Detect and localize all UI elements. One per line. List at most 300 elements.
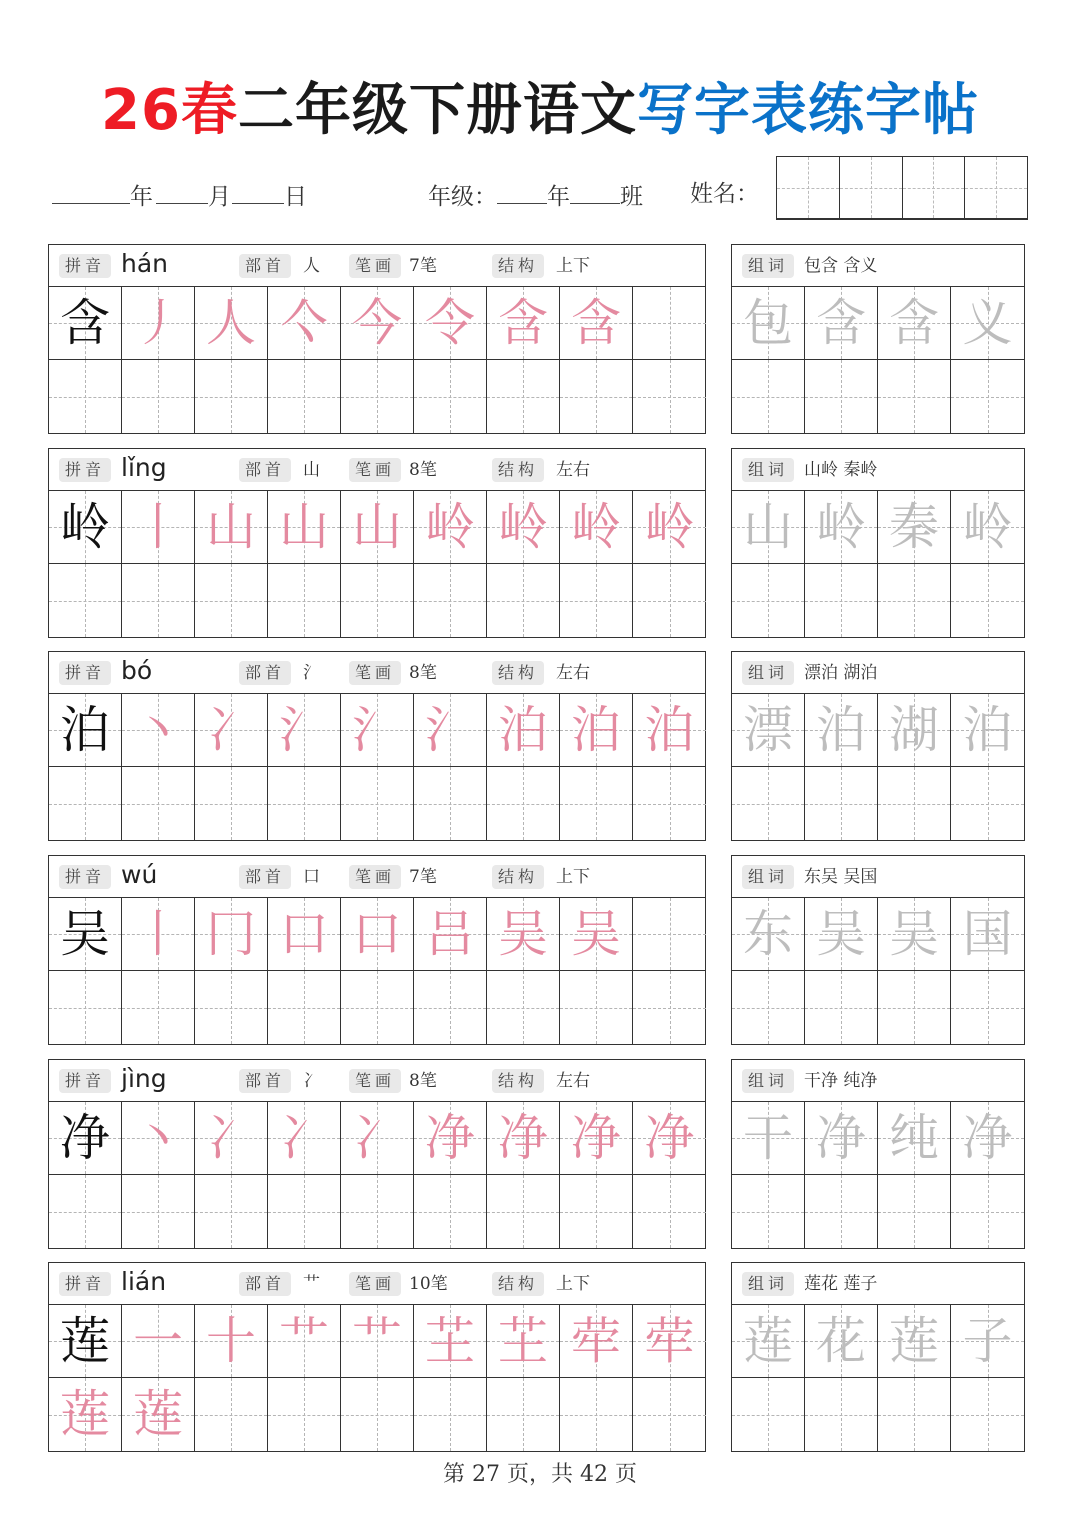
tian-grid-cell[interactable] <box>49 564 122 637</box>
tian-grid-cell[interactable] <box>732 1305 805 1378</box>
tian-grid-cell[interactable] <box>49 694 122 767</box>
stroke-step-glyph: 十 <box>206 1312 256 1370</box>
stroke-step-glyph: 净 <box>571 1109 621 1167</box>
stroke-step-character <box>487 898 559 970</box>
tian-grid-cell[interactable] <box>951 898 1024 971</box>
tian-grid-cell[interactable] <box>49 971 122 1044</box>
word-writing-grid <box>732 1305 1024 1451</box>
tian-grid-cell[interactable] <box>487 360 560 433</box>
radical-tag: 部首 <box>239 865 291 889</box>
trace-character: 净 <box>816 1109 866 1167</box>
radical-value: 口 <box>303 867 320 887</box>
character-practice-block <box>48 1059 1025 1249</box>
trace-character: 莲 <box>889 1312 939 1370</box>
tian-grid-cell[interactable] <box>487 971 560 1044</box>
tian-grid-cell[interactable] <box>122 767 195 840</box>
stroke-step-glyph: 氵 <box>279 701 329 759</box>
tian-grid-cell[interactable] <box>805 1378 878 1451</box>
trace-character: 义 <box>962 294 1013 352</box>
tian-grid-cell[interactable] <box>805 694 878 767</box>
tian-grid-cell[interactable] <box>487 1102 560 1175</box>
tian-grid-cell[interactable] <box>732 971 805 1044</box>
tian-grid-cell[interactable] <box>878 1175 951 1248</box>
stroke-step-glyph: 丶 <box>133 701 183 759</box>
tian-grid-cell[interactable] <box>195 694 268 767</box>
tian-grid-cell[interactable] <box>487 564 560 637</box>
tian-grid-cell[interactable] <box>878 694 951 767</box>
tian-grid-cell[interactable] <box>414 491 487 564</box>
stroke-step-character <box>487 491 559 563</box>
tian-grid-cell[interactable] <box>487 1175 560 1248</box>
tian-grid-cell[interactable] <box>341 360 414 433</box>
tian-grid-cell[interactable] <box>49 898 122 971</box>
name-cell[interactable] <box>903 157 966 219</box>
tian-grid-cell[interactable] <box>341 1305 414 1378</box>
tian-grid-cell[interactable] <box>805 898 878 971</box>
tian-grid-cell[interactable] <box>560 491 633 564</box>
word-practice-panel <box>731 1262 1025 1452</box>
tian-grid-cell[interactable] <box>732 1102 805 1175</box>
stroke-step-glyph: 氵 <box>425 701 475 759</box>
tian-grid-cell[interactable] <box>878 1305 951 1378</box>
stroke-step-glyph: 净 <box>644 1109 695 1167</box>
stroke-step-character <box>268 898 340 970</box>
stroke-step-glyph: 莲 <box>60 1385 110 1443</box>
stroke-step-glyph: 口 <box>352 905 402 963</box>
structure-tag: 结构 <box>492 865 544 889</box>
tian-grid-cell[interactable] <box>268 898 341 971</box>
tian-grid-cell[interactable] <box>732 1378 805 1451</box>
tian-grid-cell[interactable] <box>560 767 633 840</box>
strokes-tag: 笔画 <box>349 458 401 482</box>
strokes-value: 7笔 <box>409 867 437 887</box>
tian-grid-cell[interactable] <box>560 971 633 1044</box>
month-blank[interactable] <box>156 176 208 204</box>
character-practice-block <box>48 448 1025 638</box>
tian-grid-cell[interactable] <box>414 360 487 433</box>
trace-character: 泊 <box>816 701 866 759</box>
tian-grid-cell[interactable] <box>268 491 341 564</box>
tian-grid-cell[interactable] <box>633 898 706 971</box>
tian-grid-cell[interactable] <box>633 1102 706 1175</box>
grade-year-label: 年 <box>547 184 570 210</box>
stroke-step-character <box>560 1305 632 1377</box>
tian-grid-cell[interactable] <box>268 564 341 637</box>
stroke-step-character <box>122 1305 194 1377</box>
stroke-step-glyph: 冫 <box>206 701 256 759</box>
tian-grid-cell[interactable] <box>195 287 268 360</box>
name-cell[interactable] <box>777 157 840 219</box>
tian-grid-cell[interactable] <box>732 767 805 840</box>
tian-grid-cell[interactable] <box>633 360 706 433</box>
words-value: 包含 含义 <box>804 256 878 276</box>
stroke-step-character <box>487 694 559 766</box>
structure-value: 上下 <box>556 256 590 276</box>
month-label: 月 <box>208 184 231 210</box>
trace-character: 莲 <box>743 1312 793 1370</box>
character-practice-block <box>48 244 1025 434</box>
stroke-step-glyph: 泊 <box>644 701 695 759</box>
tian-grid-cell[interactable] <box>195 767 268 840</box>
tian-grid-cell[interactable] <box>268 694 341 767</box>
stroke-step-character <box>414 898 486 970</box>
words-tag: 组词 <box>742 458 794 482</box>
tian-grid-cell[interactable] <box>195 1102 268 1175</box>
trace-character: 国 <box>962 905 1013 963</box>
tian-grid-cell[interactable] <box>878 1102 951 1175</box>
tian-grid-cell[interactable] <box>49 287 122 360</box>
tian-grid-cell[interactable] <box>122 1175 195 1248</box>
tian-grid-cell[interactable] <box>122 898 195 971</box>
tian-grid-cell[interactable] <box>414 1378 487 1451</box>
stroke-step-glyph: 泊 <box>498 701 548 759</box>
tian-grid-cell[interactable] <box>951 767 1024 840</box>
structure-tag: 结构 <box>492 661 544 685</box>
word-writing-grid <box>732 694 1024 840</box>
tian-grid-cell[interactable] <box>633 491 706 564</box>
tian-grid-cell[interactable] <box>732 287 805 360</box>
tian-grid-cell[interactable] <box>414 1102 487 1175</box>
tian-grid-cell[interactable] <box>341 1378 414 1451</box>
page-footer: 第 27 页，共 42 页 <box>443 1462 637 1487</box>
word-writing-grid <box>732 898 1024 1044</box>
stroke-step-character <box>122 898 194 970</box>
tian-grid-cell[interactable] <box>195 971 268 1044</box>
trace-character: 湖 <box>889 701 939 759</box>
tian-grid-cell[interactable] <box>49 360 122 433</box>
tian-grid-cell[interactable] <box>122 971 195 1044</box>
tian-grid-cell[interactable] <box>560 898 633 971</box>
tian-grid-cell[interactable] <box>951 694 1024 767</box>
tian-grid-cell[interactable] <box>122 694 195 767</box>
grade-label: 年级： <box>428 184 497 210</box>
pinyin-tag: 拼音 <box>59 661 111 685</box>
stroke-step-glyph: 丨 <box>133 498 183 556</box>
tian-grid-cell[interactable] <box>487 1378 560 1451</box>
tian-grid-cell[interactable] <box>560 287 633 360</box>
tian-grid-cell[interactable] <box>268 1175 341 1248</box>
stroke-order-panel <box>48 855 706 1045</box>
tian-grid-cell[interactable] <box>122 491 195 564</box>
stroke-order-panel <box>48 1262 706 1452</box>
tian-grid-cell[interactable] <box>341 971 414 1044</box>
tian-grid-cell[interactable] <box>633 767 706 840</box>
stroke-step-glyph: 山 <box>206 498 256 556</box>
strokes-value: 10笔 <box>409 1274 448 1294</box>
tian-grid-cell[interactable] <box>414 564 487 637</box>
tian-grid-cell[interactable] <box>195 564 268 637</box>
tian-grid-cell[interactable] <box>951 1305 1024 1378</box>
model-character: 净 <box>60 1109 110 1167</box>
tian-grid-cell[interactable] <box>878 491 951 564</box>
stroke-step-character <box>633 694 706 766</box>
tian-grid-cell[interactable] <box>805 360 878 433</box>
structure-value: 左右 <box>556 460 590 480</box>
tian-grid-cell[interactable] <box>633 1378 706 1451</box>
character-info-bar <box>49 1263 705 1305</box>
radical-value: 山 <box>303 460 320 480</box>
tian-grid-cell[interactable] <box>633 287 706 360</box>
tian-grid-cell[interactable] <box>122 1102 195 1175</box>
stroke-step-character <box>560 1102 632 1174</box>
tian-grid-cell[interactable] <box>49 767 122 840</box>
tian-grid-cell[interactable] <box>487 898 560 971</box>
tian-grid-cell[interactable] <box>122 360 195 433</box>
tian-grid-cell[interactable] <box>805 1305 878 1378</box>
tian-grid-cell[interactable] <box>951 1102 1024 1175</box>
stroke-step-glyph: 冫 <box>279 1109 329 1167</box>
stroke-step-glyph: 含 <box>571 294 621 352</box>
tian-grid-cell[interactable] <box>633 694 706 767</box>
tian-grid-cell[interactable] <box>560 564 633 637</box>
stroke-step-character <box>414 1102 486 1174</box>
model-character: 莲 <box>60 1312 110 1370</box>
character-practice-block <box>48 855 1025 1045</box>
tian-grid-cell[interactable] <box>414 694 487 767</box>
tian-grid-cell[interactable] <box>951 1378 1024 1451</box>
tian-grid-cell[interactable] <box>732 491 805 564</box>
tian-grid-cell[interactable] <box>951 491 1024 564</box>
tian-grid-cell[interactable] <box>341 898 414 971</box>
tian-grid-cell[interactable] <box>732 1175 805 1248</box>
tian-grid-cell[interactable] <box>487 694 560 767</box>
radical-tag: 部首 <box>239 661 291 685</box>
tian-grid-cell[interactable] <box>341 491 414 564</box>
stroke-step-glyph: 山 <box>352 498 402 556</box>
stroke-step-glyph: 丨 <box>133 905 183 963</box>
pinyin-value: bó <box>121 656 153 685</box>
stroke-step-character <box>560 694 632 766</box>
grade-year-blank[interactable] <box>497 176 547 204</box>
tian-grid-cell[interactable] <box>195 1305 268 1378</box>
stroke-step-character <box>122 1378 194 1451</box>
tian-grid-cell[interactable] <box>414 287 487 360</box>
character-info-bar <box>49 449 705 491</box>
stroke-step-character <box>49 1378 121 1451</box>
radical-tag: 部首 <box>239 1272 291 1296</box>
writing-grid <box>49 1305 706 1451</box>
stroke-step-character <box>341 1102 413 1174</box>
stroke-step-character <box>487 1305 559 1377</box>
tian-grid-cell[interactable] <box>341 767 414 840</box>
trace-character: 子 <box>962 1312 1013 1370</box>
tian-grid-cell[interactable] <box>49 1102 122 1175</box>
tian-grid-cell[interactable] <box>195 898 268 971</box>
tian-grid-cell[interactable] <box>560 360 633 433</box>
tian-grid-cell[interactable] <box>122 287 195 360</box>
strokes-tag: 笔画 <box>349 1272 401 1296</box>
tian-grid-cell[interactable] <box>878 564 951 637</box>
tian-grid-cell[interactable] <box>560 1305 633 1378</box>
tian-grid-cell[interactable] <box>49 1175 122 1248</box>
tian-grid-cell[interactable] <box>805 1175 878 1248</box>
model-character: 含 <box>60 294 110 352</box>
stroke-step-glyph: 荦 <box>644 1312 695 1370</box>
tian-grid-cell[interactable] <box>195 1378 268 1451</box>
day-label: 日 <box>284 184 307 210</box>
tian-grid-cell[interactable] <box>414 1305 487 1378</box>
tian-grid-cell[interactable] <box>341 287 414 360</box>
tian-grid-cell[interactable] <box>49 1305 122 1378</box>
stroke-step-glyph: 岭 <box>644 498 695 556</box>
stroke-step-glyph: 泊 <box>571 701 621 759</box>
character-practice-block <box>48 1262 1025 1452</box>
page-title <box>0 76 1080 146</box>
radical-value: 人 <box>303 256 320 276</box>
word-info-bar <box>732 652 1024 694</box>
tian-grid-cell[interactable] <box>268 360 341 433</box>
title-part-grade-year: 26春 <box>101 78 238 143</box>
tian-grid-cell[interactable] <box>805 971 878 1044</box>
stroke-order-panel <box>48 651 706 841</box>
tian-grid-cell[interactable] <box>487 287 560 360</box>
tian-grid-cell[interactable] <box>560 1378 633 1451</box>
pinyin-value: lǐng <box>121 453 167 482</box>
tian-grid-cell[interactable] <box>487 767 560 840</box>
strokes-value: 8笔 <box>409 1071 437 1091</box>
tian-grid-cell[interactable] <box>268 1102 341 1175</box>
tian-grid-cell[interactable] <box>268 287 341 360</box>
word-practice-panel <box>731 448 1025 638</box>
tian-grid-cell[interactable] <box>560 694 633 767</box>
stroke-step-glyph: 吴 <box>498 905 548 963</box>
trace-character: 含 <box>816 294 866 352</box>
stroke-order-panel <box>48 1059 706 1249</box>
trace-character: 泊 <box>962 701 1013 759</box>
radical-tag: 部首 <box>239 1069 291 1093</box>
tian-grid-cell[interactable] <box>732 360 805 433</box>
character-info-bar <box>49 245 705 287</box>
stroke-step-character <box>122 1102 194 1174</box>
tian-grid-cell[interactable] <box>805 491 878 564</box>
stroke-step-character <box>195 694 267 766</box>
tian-grid-cell[interactable] <box>414 898 487 971</box>
tian-grid-cell[interactable] <box>878 360 951 433</box>
day-blank[interactable] <box>232 176 284 204</box>
word-info-bar <box>732 1263 1024 1305</box>
tian-grid-cell[interactable] <box>487 491 560 564</box>
stroke-step-glyph: 山 <box>279 498 329 556</box>
radical-tag: 部首 <box>239 254 291 278</box>
stroke-step-character <box>268 694 340 766</box>
stroke-step-glyph: 岭 <box>571 498 621 556</box>
stroke-step-glyph: 莲 <box>133 1385 183 1443</box>
tian-grid-cell[interactable] <box>951 360 1024 433</box>
stroke-step-glyph: 冫 <box>206 1109 256 1167</box>
radical-value: 氵 <box>303 663 320 683</box>
stroke-step-character <box>195 1102 267 1174</box>
grade-class-blank[interactable] <box>570 176 620 204</box>
structure-value: 上下 <box>556 867 590 887</box>
name-cell[interactable] <box>840 157 903 219</box>
tian-grid-cell[interactable] <box>560 1175 633 1248</box>
tian-grid-cell[interactable] <box>805 1102 878 1175</box>
tian-grid-cell[interactable] <box>633 1175 706 1248</box>
tian-grid-cell[interactable] <box>487 1305 560 1378</box>
tian-grid-cell[interactable] <box>805 287 878 360</box>
tian-grid-cell[interactable] <box>414 1175 487 1248</box>
tian-grid-cell[interactable] <box>805 767 878 840</box>
tian-grid-cell[interactable] <box>341 564 414 637</box>
year-blank[interactable] <box>52 176 130 204</box>
stroke-step-character <box>341 694 413 766</box>
word-writing-grid <box>732 491 1024 637</box>
tian-grid-cell[interactable] <box>633 971 706 1044</box>
tian-grid-cell[interactable] <box>951 1175 1024 1248</box>
stroke-step-glyph: 净 <box>498 1109 548 1167</box>
tian-grid-cell[interactable] <box>122 1305 195 1378</box>
tian-grid-cell[interactable] <box>560 1102 633 1175</box>
tian-grid-cell[interactable] <box>341 1102 414 1175</box>
tian-grid-cell[interactable] <box>878 287 951 360</box>
name-cell[interactable] <box>965 157 1027 219</box>
word-info-bar <box>732 245 1024 287</box>
tian-grid-cell[interactable] <box>878 971 951 1044</box>
tian-grid-cell[interactable] <box>195 360 268 433</box>
words-value: 莲花 莲子 <box>804 1274 878 1294</box>
tian-grid-cell[interactable] <box>951 287 1024 360</box>
word-practice-panel <box>731 1059 1025 1249</box>
tian-grid-cell[interactable] <box>268 767 341 840</box>
stroke-order-panel <box>48 448 706 638</box>
tian-grid-cell[interactable] <box>878 898 951 971</box>
tian-grid-cell[interactable] <box>805 564 878 637</box>
tian-grid-cell[interactable] <box>878 767 951 840</box>
tian-grid-cell[interactable] <box>195 1175 268 1248</box>
trace-character: 吴 <box>889 905 939 963</box>
words-value: 干净 纯净 <box>804 1071 878 1091</box>
tian-grid-cell[interactable] <box>49 491 122 564</box>
tian-grid-cell[interactable] <box>951 564 1024 637</box>
character-info-bar <box>49 1060 705 1102</box>
title-part-course: 二年级下册语文 <box>237 78 637 143</box>
tian-grid-cell[interactable] <box>414 971 487 1044</box>
tian-grid-cell[interactable] <box>341 694 414 767</box>
tian-grid-cell[interactable] <box>633 564 706 637</box>
tian-grid-cell[interactable] <box>878 1378 951 1451</box>
tian-grid-cell[interactable] <box>268 1378 341 1451</box>
tian-grid-cell[interactable] <box>122 1378 195 1451</box>
stroke-step-glyph: 今 <box>352 294 402 352</box>
tian-grid-cell[interactable] <box>268 971 341 1044</box>
stroke-step-character <box>122 491 194 563</box>
strokes-value: 8笔 <box>409 460 437 480</box>
stroke-step-glyph: 丶 <box>133 1109 183 1167</box>
tian-grid-cell[interactable] <box>49 1378 122 1451</box>
stroke-step-glyph: 冫 <box>352 1109 402 1167</box>
pinyin-value: jìng <box>121 1064 167 1093</box>
tian-grid-cell[interactable] <box>341 1175 414 1248</box>
name-write-box[interactable] <box>776 156 1028 220</box>
tian-grid-cell[interactable] <box>732 694 805 767</box>
tian-grid-cell[interactable] <box>268 1305 341 1378</box>
tian-grid-cell[interactable] <box>732 564 805 637</box>
grade-class-label: 班 <box>620 184 643 210</box>
word-info-bar <box>732 1060 1024 1102</box>
stroke-step-character <box>414 1305 486 1377</box>
tian-grid-cell[interactable] <box>732 898 805 971</box>
stroke-step-character <box>341 1305 413 1377</box>
tian-grid-cell[interactable] <box>414 767 487 840</box>
tian-grid-cell[interactable] <box>122 564 195 637</box>
model-character: 吴 <box>60 905 110 963</box>
trace-character: 干 <box>743 1109 793 1167</box>
tian-grid-cell[interactable] <box>633 1305 706 1378</box>
stroke-step-character <box>341 287 413 359</box>
stroke-step-character <box>195 898 267 970</box>
tian-grid-cell[interactable] <box>951 971 1024 1044</box>
tian-grid-cell[interactable] <box>195 491 268 564</box>
